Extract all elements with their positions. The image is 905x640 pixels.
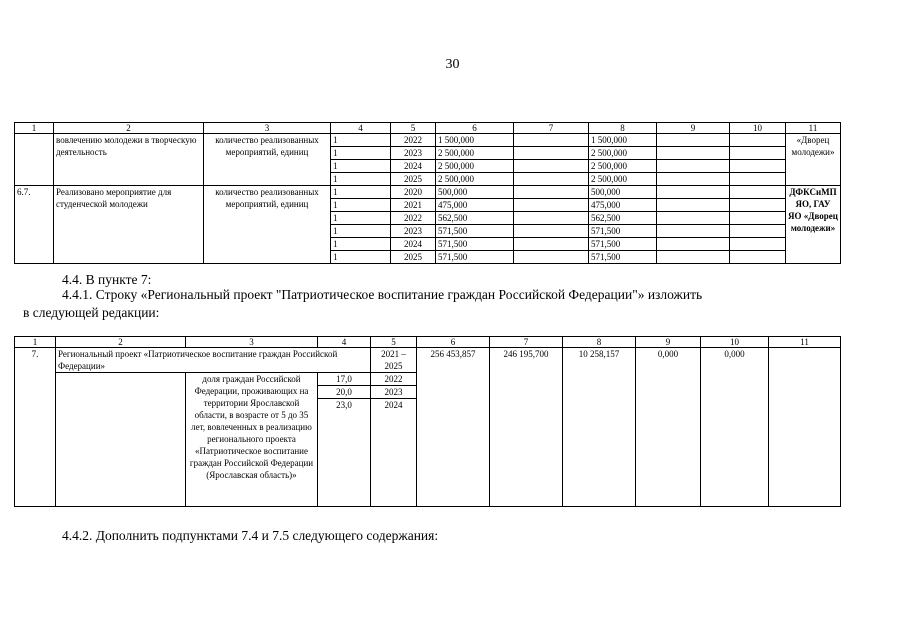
column-header: 10: [730, 123, 786, 134]
year-cell: 2020: [391, 186, 436, 199]
indicator-cell: доля граждан Российской Федерации, проживающих на территории Ярославской области, в возрасте от 5 до 35 лет, вовлеченных в реализацию регионального проекта «Патриотическое воспитание граждан Российской Федерации (Ярославская область)»: [186, 373, 318, 507]
column-header: 8: [563, 337, 636, 348]
value-cell: [730, 212, 786, 225]
table-regional-project: [14, 336, 841, 507]
unit-cell: 1: [331, 173, 391, 186]
column-header: 2: [56, 337, 186, 348]
value-cell: [730, 251, 786, 264]
value-cell: [514, 134, 589, 147]
column-header: 3: [186, 337, 318, 348]
total-cell: 2 500,000: [436, 173, 514, 186]
value-cell: [730, 199, 786, 212]
value-cell: [769, 348, 841, 507]
value-cell: [514, 173, 589, 186]
year-cell: 2024: [391, 238, 436, 251]
indicator-cell: количество реализованных мероприятий, единиц: [204, 186, 331, 264]
column-header: 2: [54, 123, 204, 134]
value-cell: 571,500: [589, 251, 657, 264]
total-cell: 2 500,000: [436, 147, 514, 160]
value-cell: [657, 251, 730, 264]
value-cell: [657, 212, 730, 225]
value-cell: [657, 134, 730, 147]
value-cell: [657, 173, 730, 186]
table-funding-continuation: [14, 122, 841, 264]
value-cell: 0,000: [701, 348, 769, 507]
project-name-cell: Региональный проект «Патриотическое воспитание граждан Российской Федерации»: [56, 348, 371, 373]
unit-cell: 1: [331, 212, 391, 225]
year-cell: 2025: [391, 173, 436, 186]
value-cell: [730, 160, 786, 173]
unit-cell: 1: [331, 199, 391, 212]
value-cell: 1 500,000: [589, 134, 657, 147]
value-cell: 2 500,000: [589, 160, 657, 173]
value-cell: [730, 173, 786, 186]
value-cell: [514, 225, 589, 238]
table-row: [15, 134, 841, 147]
column-header: 11: [786, 123, 841, 134]
value-cell: 571,500: [589, 225, 657, 238]
unit-cell: 1: [331, 134, 391, 147]
value-cell: [657, 186, 730, 199]
measure-name-cell: Реализовано мероприятие для студенческой молодежи: [54, 186, 204, 264]
year-cell: 2022: [371, 373, 417, 386]
table-row: [15, 186, 841, 199]
value-cell: 2 500,000: [589, 173, 657, 186]
column-header: 6: [417, 337, 490, 348]
value-cell: [657, 238, 730, 251]
value-cell: [657, 147, 730, 160]
total-cell: 571,500: [436, 225, 514, 238]
total-cell: 571,500: [436, 251, 514, 264]
empty-cell: [56, 373, 186, 507]
value-cell: 256 453,857: [417, 348, 490, 507]
column-header: 9: [657, 123, 730, 134]
executor-cell: «Дворец молодежи»: [786, 134, 841, 186]
unit-cell: 1: [331, 147, 391, 160]
column-header: 3: [204, 123, 331, 134]
column-header: 7: [490, 337, 563, 348]
table-row: [15, 348, 841, 373]
value-cell: [657, 199, 730, 212]
measure-name-cell: вовлечению молодежи в творческую деятельность: [54, 134, 204, 186]
column-header: 5: [371, 337, 417, 348]
year-cell: 2021: [391, 199, 436, 212]
value-cell: 562,500: [589, 212, 657, 225]
value-cell: [657, 225, 730, 238]
year-cell: 2022: [391, 134, 436, 147]
value-cell: 246 195,700: [490, 348, 563, 507]
row-number-cell: 7.: [15, 348, 56, 507]
year-cell: 2024: [371, 399, 417, 507]
value-cell: 571,500: [589, 238, 657, 251]
value-cell: 10 258,157: [563, 348, 636, 507]
column-header: 10: [701, 337, 769, 348]
column-header: 8: [589, 123, 657, 134]
value-cell: [730, 225, 786, 238]
year-cell: 2024: [391, 160, 436, 173]
value-cell: 500,000: [589, 186, 657, 199]
year-cell: 2025: [391, 251, 436, 264]
column-header: 1: [15, 123, 54, 134]
value-cell: [730, 238, 786, 251]
indicator-cell: количество реализованных мероприятий, единиц: [204, 134, 331, 186]
table-header-row: [15, 123, 841, 134]
unit-cell: 1: [331, 251, 391, 264]
value-cell: 475,000: [589, 199, 657, 212]
value-cell: [514, 212, 589, 225]
executor-cell: ДФКСиМП ЯО, ГАУ ЯО «Дворец молодежи»: [786, 186, 841, 264]
row-number-cell: 6.7.: [15, 186, 54, 264]
column-header: 7: [514, 123, 589, 134]
value-cell: 2 500,000: [589, 147, 657, 160]
year-cell: 2023: [391, 225, 436, 238]
column-header: 4: [331, 123, 391, 134]
total-cell: 2 500,000: [436, 160, 514, 173]
value-cell: 0,000: [636, 348, 701, 507]
value-cell: [514, 147, 589, 160]
paragraph-4-4: 4.4. В пункте 7:: [62, 272, 152, 287]
paragraph-4-4-1-cont: в следующей редакции:: [23, 305, 160, 320]
column-header: 4: [318, 337, 371, 348]
table-header-row: [15, 337, 841, 348]
value-cell: [657, 160, 730, 173]
column-header: 9: [636, 337, 701, 348]
column-header: 1: [15, 337, 56, 348]
row-number-cell: [15, 134, 54, 186]
value-cell: [514, 199, 589, 212]
column-header: 6: [436, 123, 514, 134]
year-cell: 2022: [391, 212, 436, 225]
column-header: 5: [391, 123, 436, 134]
unit-cell: 1: [331, 238, 391, 251]
value-cell: [514, 251, 589, 264]
unit-cell: 1: [331, 186, 391, 199]
value-cell: [730, 147, 786, 160]
value-cell: [730, 186, 786, 199]
unit-cell: 1: [331, 160, 391, 173]
value-cell: [514, 238, 589, 251]
indicator-value-cell: 20,0: [318, 386, 371, 399]
total-cell: 1 500,000: [436, 134, 514, 147]
unit-cell: 1: [331, 225, 391, 238]
year-cell: 2023: [371, 386, 417, 399]
years-cell: 2021 – 2025: [371, 348, 417, 373]
total-cell: 500,000: [436, 186, 514, 199]
indicator-value-cell: 17,0: [318, 373, 371, 386]
total-cell: 571,500: [436, 238, 514, 251]
value-cell: [514, 160, 589, 173]
value-cell: [730, 134, 786, 147]
year-cell: 2023: [391, 147, 436, 160]
paragraph-4-4-2: 4.4.2. Дополнить подпунктами 7.4 и 7.5 следующего содержания:: [62, 528, 439, 543]
total-cell: 475,000: [436, 199, 514, 212]
page-number: 30: [445, 57, 460, 72]
value-cell: [514, 186, 589, 199]
indicator-value-cell: 23,0: [318, 399, 371, 507]
paragraph-4-4-1: 4.4.1. Строку «Региональный проект "Патриотическое воспитание граждан Российской Федерации"» изложить: [62, 287, 703, 302]
column-header: 11: [769, 337, 841, 348]
total-cell: 562,500: [436, 212, 514, 225]
